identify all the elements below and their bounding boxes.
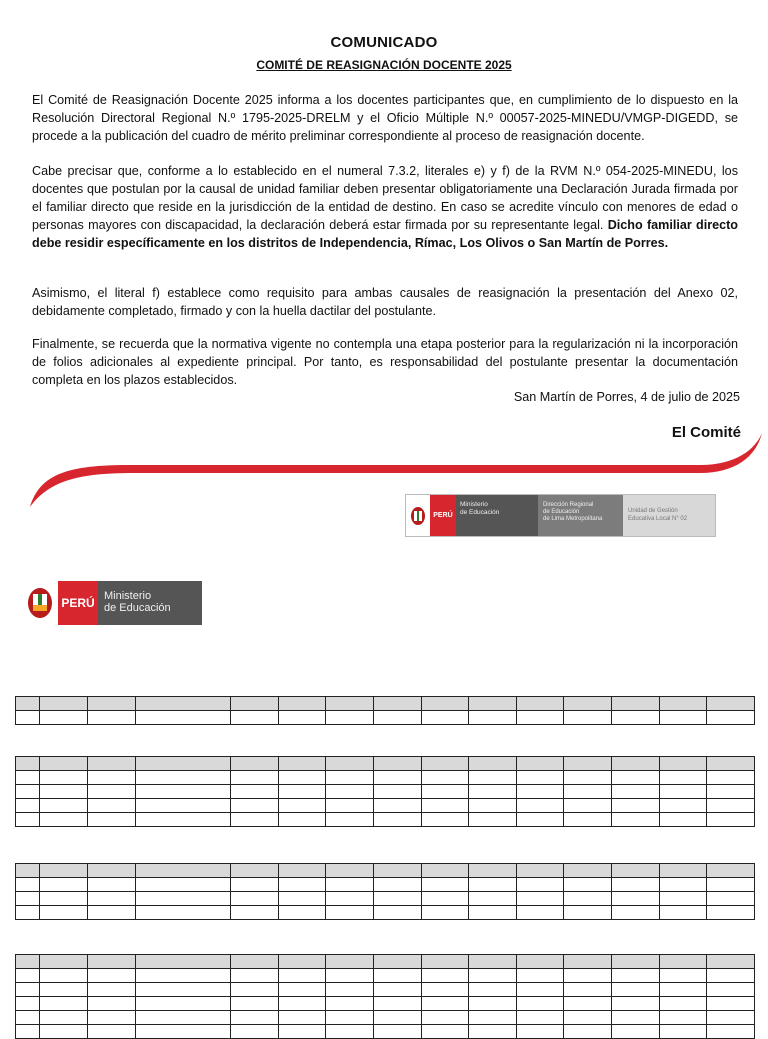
table-cell (16, 997, 40, 1011)
table-cell (564, 757, 612, 771)
table-cell (136, 892, 231, 906)
table-cell (707, 711, 755, 725)
table-cell (40, 785, 88, 799)
table-cell (279, 711, 326, 725)
table-cell (374, 997, 422, 1011)
table-cell (612, 757, 660, 771)
table-cell (469, 771, 517, 785)
table-cell (660, 711, 707, 725)
table-cell (564, 969, 612, 983)
table-cell (279, 955, 326, 969)
table-cell (374, 813, 422, 827)
table-cell (40, 983, 88, 997)
table-row (16, 906, 755, 920)
table-cell (612, 997, 660, 1011)
table-cell (231, 955, 279, 969)
paragraph-3: Asimismo, el literal f) establece como requisito para ambas causales de reasignación la presentación del Anexo 02, debidamente completado, firmado y con la huella dactilar del postulante. (32, 286, 738, 318)
table-cell (422, 771, 469, 785)
table-cell (231, 1025, 279, 1039)
table-cell (707, 1011, 755, 1025)
table-cell (326, 906, 374, 920)
table-cell (469, 813, 517, 827)
table-cell (374, 757, 422, 771)
table-cell (374, 1025, 422, 1039)
peru-badge: PERÚ (58, 581, 98, 625)
table-cell (517, 1025, 564, 1039)
table-cell (374, 983, 422, 997)
table-cell (469, 799, 517, 813)
table-cell (279, 697, 326, 711)
table-cell (517, 799, 564, 813)
table-cell (16, 697, 40, 711)
table-cell (612, 878, 660, 892)
table-cell (707, 906, 755, 920)
table-cell (707, 771, 755, 785)
table-cell (16, 983, 40, 997)
table-cell (469, 1011, 517, 1025)
document-subtitle: COMITÉ DE REASIGNACIÓN DOCENTE 2025 (256, 58, 512, 72)
dre-label: Dirección Regional de Educación de Lima Metropolitana (538, 495, 623, 536)
table-cell (40, 813, 88, 827)
table-cell (326, 799, 374, 813)
table-cell (326, 785, 374, 799)
table-cell (564, 983, 612, 997)
table-cell (517, 697, 564, 711)
table-cell (231, 785, 279, 799)
table-cell (136, 1025, 231, 1039)
table-cell (707, 1025, 755, 1039)
table-cell (16, 864, 40, 878)
table-cell (612, 983, 660, 997)
table-cell (231, 892, 279, 906)
table-cell (326, 813, 374, 827)
table-row (16, 1011, 755, 1025)
table-row (16, 997, 755, 1011)
table-cell (40, 771, 88, 785)
table-cell (422, 711, 469, 725)
table-cell (660, 997, 707, 1011)
table-cell (279, 1025, 326, 1039)
institution-logo-strip (405, 494, 716, 537)
table-cell (16, 785, 40, 799)
table-cell (279, 757, 326, 771)
table-cell (707, 997, 755, 1011)
table-cell (279, 771, 326, 785)
table-cell (422, 892, 469, 906)
table-cell (40, 799, 88, 813)
table-cell (231, 813, 279, 827)
table-cell (517, 955, 564, 969)
table-cell (136, 997, 231, 1011)
table-cell (517, 864, 564, 878)
table-cell (660, 906, 707, 920)
table-cell (517, 892, 564, 906)
table-cell (517, 771, 564, 785)
table-cell (564, 1011, 612, 1025)
table-cell (16, 771, 40, 785)
table-cell (707, 892, 755, 906)
table-cell (136, 711, 231, 725)
table-cell (279, 983, 326, 997)
table-cell (660, 697, 707, 711)
table-cell (469, 785, 517, 799)
table-cell (422, 1025, 469, 1039)
table-cell (517, 813, 564, 827)
table-cell (564, 878, 612, 892)
table-cell (326, 771, 374, 785)
table-cell (374, 878, 422, 892)
table-cell (612, 1025, 660, 1039)
table-cell (612, 906, 660, 920)
table-cell (517, 969, 564, 983)
table-cell (374, 711, 422, 725)
table-cell (660, 983, 707, 997)
table-cell (564, 813, 612, 827)
table-cell (422, 969, 469, 983)
table-cell (422, 697, 469, 711)
table-cell (40, 711, 88, 725)
table-cell (231, 878, 279, 892)
table-cell (564, 1025, 612, 1039)
merit-table-1 (15, 696, 755, 725)
table-cell (231, 711, 279, 725)
table-cell (660, 757, 707, 771)
table-cell (40, 1025, 88, 1039)
table-cell (422, 997, 469, 1011)
table-cell (88, 983, 136, 997)
table-cell (422, 813, 469, 827)
table-cell (40, 906, 88, 920)
document-title: COMUNICADO (330, 34, 438, 51)
table-cell (16, 1011, 40, 1025)
table-cell (660, 969, 707, 983)
table-cell (279, 813, 326, 827)
table-cell (707, 864, 755, 878)
table-row (16, 711, 755, 725)
table-cell (612, 1011, 660, 1025)
table-cell (326, 1011, 374, 1025)
paragraph-4: Finalmente, se recuerda que la normativa vigente no contempla una etapa posterior para la regularización ni la incorporación de folios adicionales al expediente principal. Por tanto, es responsabilidad del postulante presentar la documentación completa en los plazos establecidos. (32, 337, 738, 387)
table-row (16, 969, 755, 983)
table-cell (660, 813, 707, 827)
table-cell (16, 813, 40, 827)
table-cell (88, 892, 136, 906)
table-cell (88, 969, 136, 983)
table-cell (40, 878, 88, 892)
table-cell (374, 697, 422, 711)
paragraph-2-text: Cabe precisar que, conforme a lo establecido en el numeral 7.3.2, literales e) y f) de la RVM N.º 054-2025-MINEDU, los docentes que postulan por la causal de unidad familiar deben presentar obligatoriamente una Declaración Jurada firmada por el familiar directo que reside en la jurisdicción de la entidad de destino. En caso se acredite vínculo con menores de edad o personas mayores con discapacidad, la declaración deberá estar firmada por su representante legal. (32, 164, 738, 232)
table-cell (660, 1025, 707, 1039)
table-cell (612, 955, 660, 969)
ugel-label: Unidad de Gestión Educativa Local N° 02 (623, 495, 715, 536)
table-cell (564, 864, 612, 878)
table-cell (422, 955, 469, 969)
date-line: San Martín de Porres, 4 de julio de 2025 (513, 390, 740, 404)
table-cell (136, 813, 231, 827)
table-cell (231, 983, 279, 997)
table-cell (564, 799, 612, 813)
peru-badge: PERÚ (430, 495, 456, 536)
table-cell (16, 1025, 40, 1039)
coat-of-arms-icon (22, 581, 58, 625)
table-header-row (16, 955, 755, 969)
table-cell (279, 969, 326, 983)
signature: El Comité (671, 424, 741, 441)
table-row (16, 983, 755, 997)
table-row (16, 878, 755, 892)
table-cell (612, 969, 660, 983)
table-cell (469, 997, 517, 1011)
table-cell (16, 757, 40, 771)
table-cell (40, 757, 88, 771)
table-cell (279, 892, 326, 906)
table-cell (279, 997, 326, 1011)
table-cell (517, 711, 564, 725)
table-cell (564, 785, 612, 799)
ministry-label: Ministerio de Educación (98, 581, 202, 625)
table-cell (136, 771, 231, 785)
table-cell (660, 799, 707, 813)
table-cell (517, 785, 564, 799)
table-cell (88, 878, 136, 892)
table-cell (40, 1011, 88, 1025)
table-cell (16, 799, 40, 813)
table-cell (88, 813, 136, 827)
table-cell (16, 906, 40, 920)
table-cell (136, 983, 231, 997)
table-row (16, 892, 755, 906)
table-cell (231, 969, 279, 983)
table-cell (469, 878, 517, 892)
table-cell (136, 864, 231, 878)
table-cell (707, 697, 755, 711)
table-cell (326, 878, 374, 892)
table-cell (136, 955, 231, 969)
table-row (16, 799, 755, 813)
table-header-row (16, 864, 755, 878)
table-cell (707, 757, 755, 771)
table-cell (707, 955, 755, 969)
table-cell (612, 813, 660, 827)
table-cell (136, 799, 231, 813)
table-cell (16, 878, 40, 892)
coat-of-arms-icon (406, 495, 430, 536)
table-cell (612, 785, 660, 799)
table-cell (422, 757, 469, 771)
table-cell (88, 955, 136, 969)
table-cell (88, 785, 136, 799)
table-cell (231, 757, 279, 771)
ministry-label: Ministerio de Educación (456, 495, 538, 536)
ministry-logo (22, 581, 202, 625)
table-cell (564, 997, 612, 1011)
table-cell (326, 983, 374, 997)
table-cell (40, 892, 88, 906)
table-cell (40, 864, 88, 878)
table-cell (88, 997, 136, 1011)
table-cell (88, 1011, 136, 1025)
table-cell (707, 799, 755, 813)
table-cell (564, 955, 612, 969)
table-cell (136, 878, 231, 892)
table-cell (422, 864, 469, 878)
table-cell (136, 969, 231, 983)
table-cell (231, 697, 279, 711)
table-cell (564, 771, 612, 785)
table-cell (326, 955, 374, 969)
table-cell (422, 799, 469, 813)
table-cell (660, 771, 707, 785)
table-cell (707, 785, 755, 799)
table-cell (564, 697, 612, 711)
table-cell (326, 1025, 374, 1039)
table-cell (660, 878, 707, 892)
table-cell (707, 983, 755, 997)
table-cell (279, 799, 326, 813)
table-cell (231, 1011, 279, 1025)
table-cell (469, 955, 517, 969)
table-cell (374, 955, 422, 969)
table-cell (517, 983, 564, 997)
table-cell (374, 771, 422, 785)
table-cell (564, 906, 612, 920)
table-cell (279, 785, 326, 799)
table-cell (422, 1011, 469, 1025)
table-cell (326, 757, 374, 771)
table-cell (612, 711, 660, 725)
table-cell (660, 864, 707, 878)
table-cell (231, 906, 279, 920)
table-cell (374, 799, 422, 813)
table-cell (660, 892, 707, 906)
table-cell (16, 892, 40, 906)
table-cell (469, 906, 517, 920)
table-cell (564, 892, 612, 906)
table-cell (88, 906, 136, 920)
table-header-row (16, 697, 755, 711)
table-cell (40, 997, 88, 1011)
table-cell (469, 969, 517, 983)
table-cell (422, 983, 469, 997)
table-cell (16, 711, 40, 725)
table-cell (326, 997, 374, 1011)
table-cell (612, 771, 660, 785)
table-row (16, 771, 755, 785)
table-cell (40, 969, 88, 983)
table-cell (231, 997, 279, 1011)
table-cell (469, 1025, 517, 1039)
table-cell (374, 1011, 422, 1025)
table-cell (279, 906, 326, 920)
table-cell (374, 785, 422, 799)
table-cell (136, 697, 231, 711)
table-cell (16, 969, 40, 983)
table-cell (612, 697, 660, 711)
paragraph-1: El Comité de Reasignación Docente 2025 informa a los docentes participantes que, en cumplimiento de lo dispuesto en la Resolución Directoral Regional N.º 1795-2025-DRELM y el Oficio Múltiple N.º 00057-2025-MINEDU/VMGP-DIGEDD, se procede a la publicación del cuadro de mérito preliminar correspondiente al proceso de reasignación docente. (32, 93, 738, 143)
table-cell (612, 892, 660, 906)
table-cell (374, 892, 422, 906)
table-cell (422, 785, 469, 799)
table-cell (469, 711, 517, 725)
table-cell (136, 785, 231, 799)
table-cell (88, 697, 136, 711)
table-cell (707, 969, 755, 983)
table-cell (88, 711, 136, 725)
merit-table-4 (15, 954, 755, 1039)
paragraph-2 (32, 162, 738, 252)
table-cell (88, 1025, 136, 1039)
table-cell (326, 892, 374, 906)
table-header-row (16, 757, 755, 771)
table-cell (469, 892, 517, 906)
table-row (16, 813, 755, 827)
merit-table-2 (15, 756, 755, 827)
table-cell (564, 711, 612, 725)
table-cell (326, 697, 374, 711)
table-row (16, 1025, 755, 1039)
table-cell (422, 906, 469, 920)
table-cell (469, 983, 517, 997)
table-cell (279, 878, 326, 892)
table-cell (16, 955, 40, 969)
table-cell (517, 906, 564, 920)
table-cell (88, 757, 136, 771)
table-cell (136, 757, 231, 771)
table-cell (136, 906, 231, 920)
table-cell (88, 864, 136, 878)
table-cell (374, 906, 422, 920)
table-cell (517, 757, 564, 771)
paragraph-2-bold: Dicho familiar directo debe residir específicamente en los distritos de Independencia, Rímac, Los Olivos o San Martín de Porres. (32, 218, 738, 250)
table-cell (326, 969, 374, 983)
table-cell (707, 813, 755, 827)
table-cell (40, 955, 88, 969)
table-cell (660, 785, 707, 799)
table-cell (279, 864, 326, 878)
table-cell (469, 697, 517, 711)
table-cell (422, 878, 469, 892)
table-cell (707, 878, 755, 892)
table-cell (612, 864, 660, 878)
table-cell (88, 799, 136, 813)
table-cell (374, 864, 422, 878)
table-cell (517, 997, 564, 1011)
table-cell (612, 799, 660, 813)
table-row (16, 785, 755, 799)
table-cell (374, 969, 422, 983)
table-cell (326, 711, 374, 725)
table-cell (279, 1011, 326, 1025)
table-cell (517, 1011, 564, 1025)
table-cell (88, 771, 136, 785)
merit-table-3 (15, 863, 755, 920)
table-cell (231, 771, 279, 785)
table-cell (231, 799, 279, 813)
table-cell (469, 864, 517, 878)
table-cell (660, 1011, 707, 1025)
table-cell (517, 878, 564, 892)
table-cell (136, 1011, 231, 1025)
table-cell (40, 697, 88, 711)
table-cell (231, 864, 279, 878)
table-cell (326, 864, 374, 878)
table-cell (660, 955, 707, 969)
table-cell (469, 757, 517, 771)
